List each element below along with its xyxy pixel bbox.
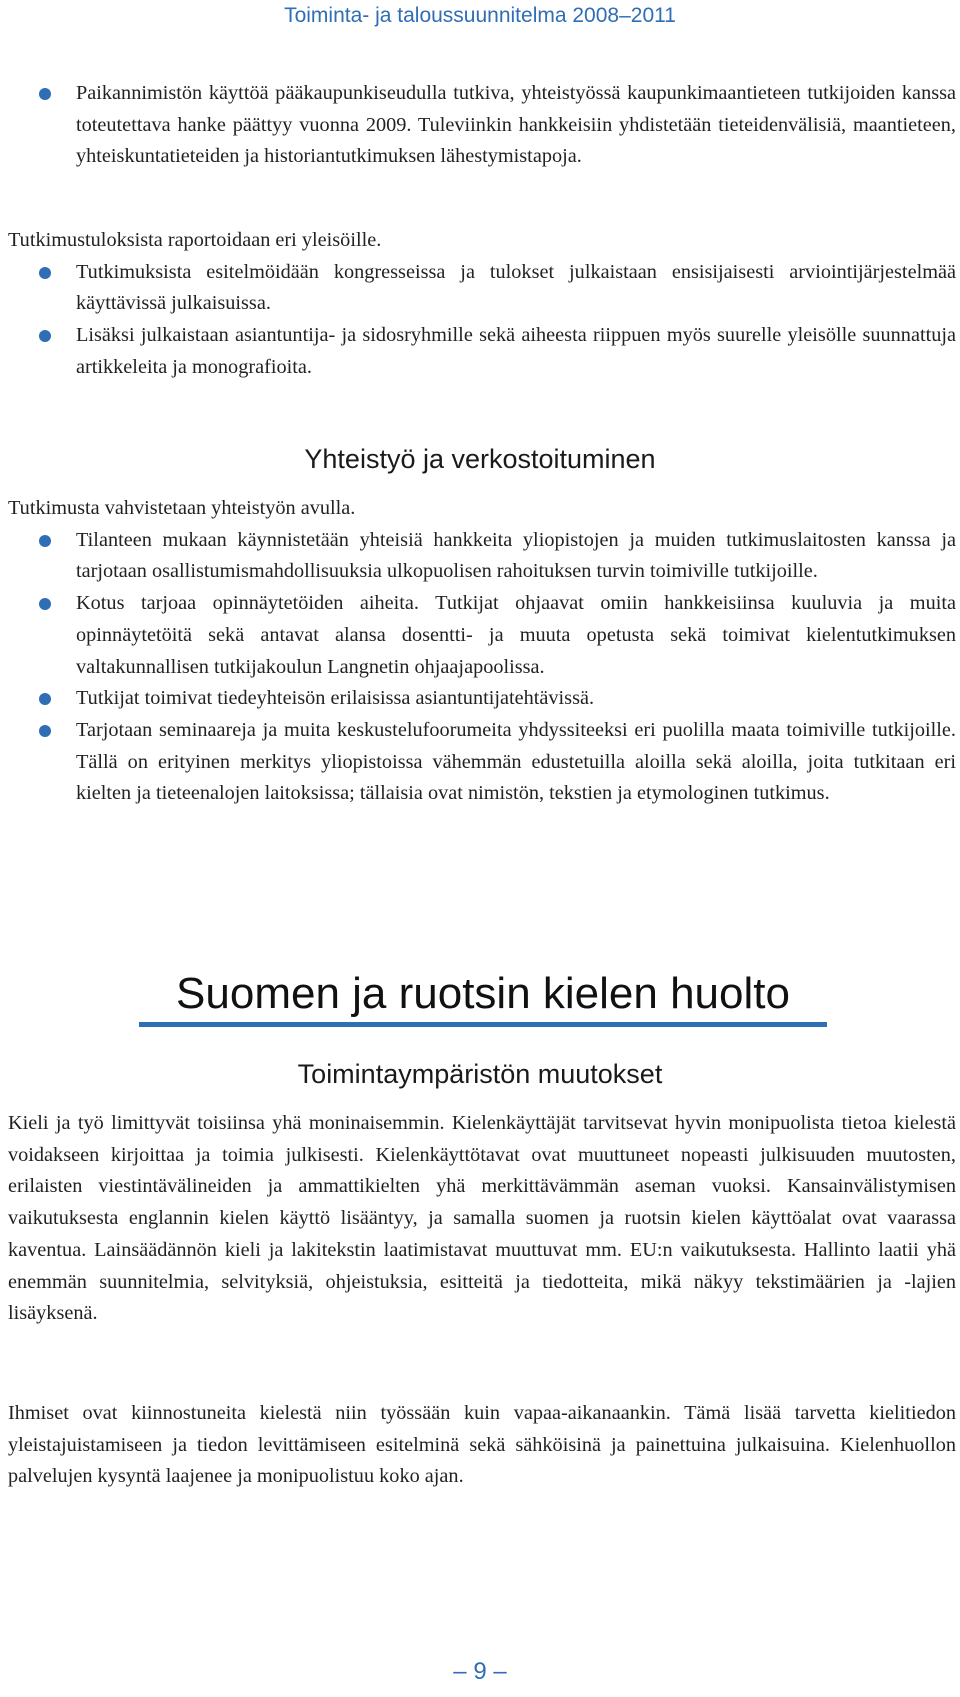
list-item	[8, 78, 956, 173]
list-item	[8, 525, 956, 588]
bullet-list	[8, 257, 956, 384]
bullet-icon	[39, 330, 51, 342]
paragraph: Tutkimusta vahvistetaan yhteistyön avulla.	[8, 497, 356, 519]
bullet-icon	[39, 535, 51, 547]
list-item	[8, 588, 956, 683]
list-item-text: Tutkimuksista esitelmöidään kongresseissa ja tulokset julkaistaan ensisijaisesti arviointijärjestelmää käyttävissä julkaisuissa.	[76, 260, 956, 315]
section-heading: Toimintaympäristön muutokset	[297, 1059, 663, 1089]
bullet-icon	[39, 267, 51, 279]
bullet-icon	[39, 88, 51, 100]
list-item-text: Paikannimistön käyttöä pääkaupunkiseudulla tutkiva, yhteistyössä kaupunkimaantieteen tutkijoiden kanssa toteutettava hanke päättyy vuonna 2009. Tuleviinkin hankkeisiin yhdistetään tieteidenvälisiä, maantieteen, yhteiskuntatieteiden ja historiantutkimuksen lähestymistapoja.	[76, 82, 956, 168]
running-header: Toiminta- ja taloussuunnitelma 2008–2011	[284, 4, 676, 27]
list-item	[8, 715, 956, 810]
section-1-body	[8, 493, 956, 810]
block-2	[8, 225, 956, 384]
list-item	[8, 683, 956, 715]
bullet-icon	[39, 598, 51, 610]
list-item-text: Tilanteen mukaan käynnistetään yhteisiä hankkeita yliopistojen ja muiden tutkimuslaitosten kanssa ja tarjotaan osallistumismahdollisuuksia ulkopuolisen rahoituksen turvin toimiville tutkijoille.	[76, 528, 956, 583]
section-2-body-2	[8, 1398, 956, 1493]
list-item-text: Lisäksi julkaistaan asiantuntija- ja sidosryhmille sekä aiheesta riippuen myös suurelle yleisölle suunnattuja artikkeleita ja monografioita.	[76, 324, 956, 378]
paragraph: Tutkimustuloksista raportoidaan eri yleisöille.	[8, 229, 382, 251]
bullet-list	[8, 525, 956, 810]
chapter-title-underline	[139, 1022, 827, 1027]
page-number: – 9 –	[453, 1658, 507, 1685]
list-item	[8, 257, 956, 320]
bullet-list	[8, 78, 956, 173]
list-item	[8, 320, 956, 383]
chapter-title: Suomen ja ruotsin kielen huolto	[176, 969, 790, 1018]
section-2-body	[8, 1108, 956, 1330]
paragraph: Kieli ja työ limittyvät toisiinsa yhä moninaisemmin. Kielenkäyttäjät tarvitsevat hyvin monipuolista tietoa kielestä voidakseen kirjoittaa ja toimia julkisesti. Kielenkäyttötavat ovat muuttuneet nopeasti julkisuuden muutosten, erilaisten viestintävälineiden ja ammattikielten yhä merkittävämmän aseman vuoksi. Kansainvälistymisen vaikutuksesta englannin kielen käyttö lisääntyy, ja samalla suomen ja ruotsin kielen käyttöalat ovat vaarassa kaventua. Lainsäädännön kieli ja lakitekstin laatimistavat muuttuvat mm. EU:n vaikutuksesta. Hallinto laatii yhä enemmän suunnitelmia, selvityksiä, ohjeistuksia, esitteitä ja tiedotteita, mikä näkyy tekstimäärien ja -lajien lisäyksenä.	[8, 1112, 956, 1325]
section-heading: Yhteistyö ja verkostoituminen	[304, 444, 656, 474]
list-item-text: Kotus tarjoaa opinnäytetöiden aiheita. Tutkijat ohjaavat omiin hankkeisiinsa kuuluvia ja muita opinnäytetöitä sekä antavat alansa dosentti- ja muuta opetusta sekä toimivat kielentutkimuksen valtakunnallisen tutkijakoulun Langnetin ohjaajapoolissa.	[76, 592, 956, 678]
paragraph: Ihmiset ovat kiinnostuneita kielestä niin työssään kuin vapaa-aikanaankin. Tämä lisää tarvetta kielitiedon yleistajuistamiseen ja tiedon levittämiseen esitelminä sekä sähköisinä ja painettuina julkaisuina. Kielenhuollon palvelujen kysyntä laajenee ja monipuolistuu koko ajan.	[8, 1402, 956, 1488]
list-item-text: Tarjotaan seminaareja ja muita keskustelufoorumeita yhdyssiteeksi eri puolilla maata toimiville tutkijoille. Tällä on erityinen merkitys yliopistoissa vähemmän edustetuilla aloilla sekä aloilla, joita tutkitaan eri kielten ja tieteenalojen laitoksissa; tällaisia ovat nimistön, tekstien ja etymologinen tutkimus.	[76, 718, 956, 805]
block-1	[8, 78, 956, 173]
bullet-icon	[39, 693, 51, 705]
list-item-text: Tutkijat toimivat tiedeyhteisön erilaisissa asiantuntijatehtävissä.	[76, 687, 595, 710]
bullet-icon	[39, 725, 51, 737]
